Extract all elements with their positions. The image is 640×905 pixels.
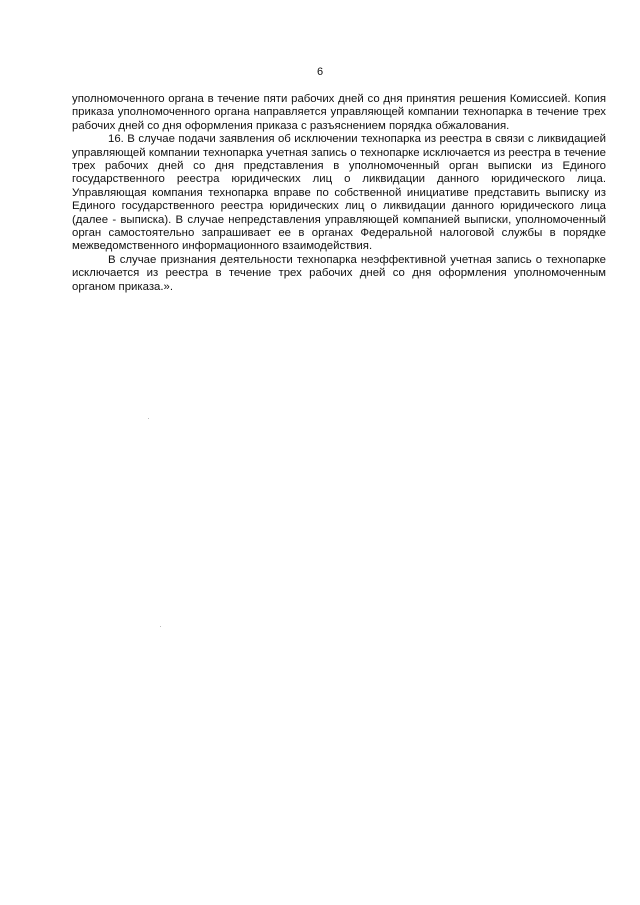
scan-speck <box>148 418 149 419</box>
paragraph-ineffective-case: В случае признания деятельности технопарка неэффективной учетная запись о технопарке исключается из реестра в течение трех рабочих дней со дня оформления уполномоченным органом приказа.». <box>72 253 606 293</box>
page-number: 6 <box>316 66 324 78</box>
paragraph-continuation: уполномоченного органа в течение пяти рабочих дней со дня принятия решения Комиссией. Копия приказа уполномоченного органа направляется управляющей компании технопарка в течение трех рабочих дней со дня оформления приказа с разъяснением порядка обжалования. <box>72 93 606 132</box>
document-body <box>72 93 606 294</box>
paragraph-item-16: 16. В случае подачи заявления об исключении технопарка из реестра в связи с ликвидацией управляющей компании технопарка учетная запись о технопарке исключается из реестра в течение трех рабочих дней со дня представления в уполномоченный орган выписки из Единого государственного реестра юридических лиц о ликвидации данного юридического лица. Управляющая компания технопарка вправе по собственной инициативе представить выписку из Единого государственного реестра юридических лиц о ликвидации данного юридического лица (далее - выписка). В случае непредставления управляющей компанией выписки, уполномоченный орган самостоятельно запрашивает ее в органах Федеральной налоговой службы в порядке межведомственного информационного взаимодействия. <box>72 133 606 253</box>
scan-speck <box>160 626 161 627</box>
